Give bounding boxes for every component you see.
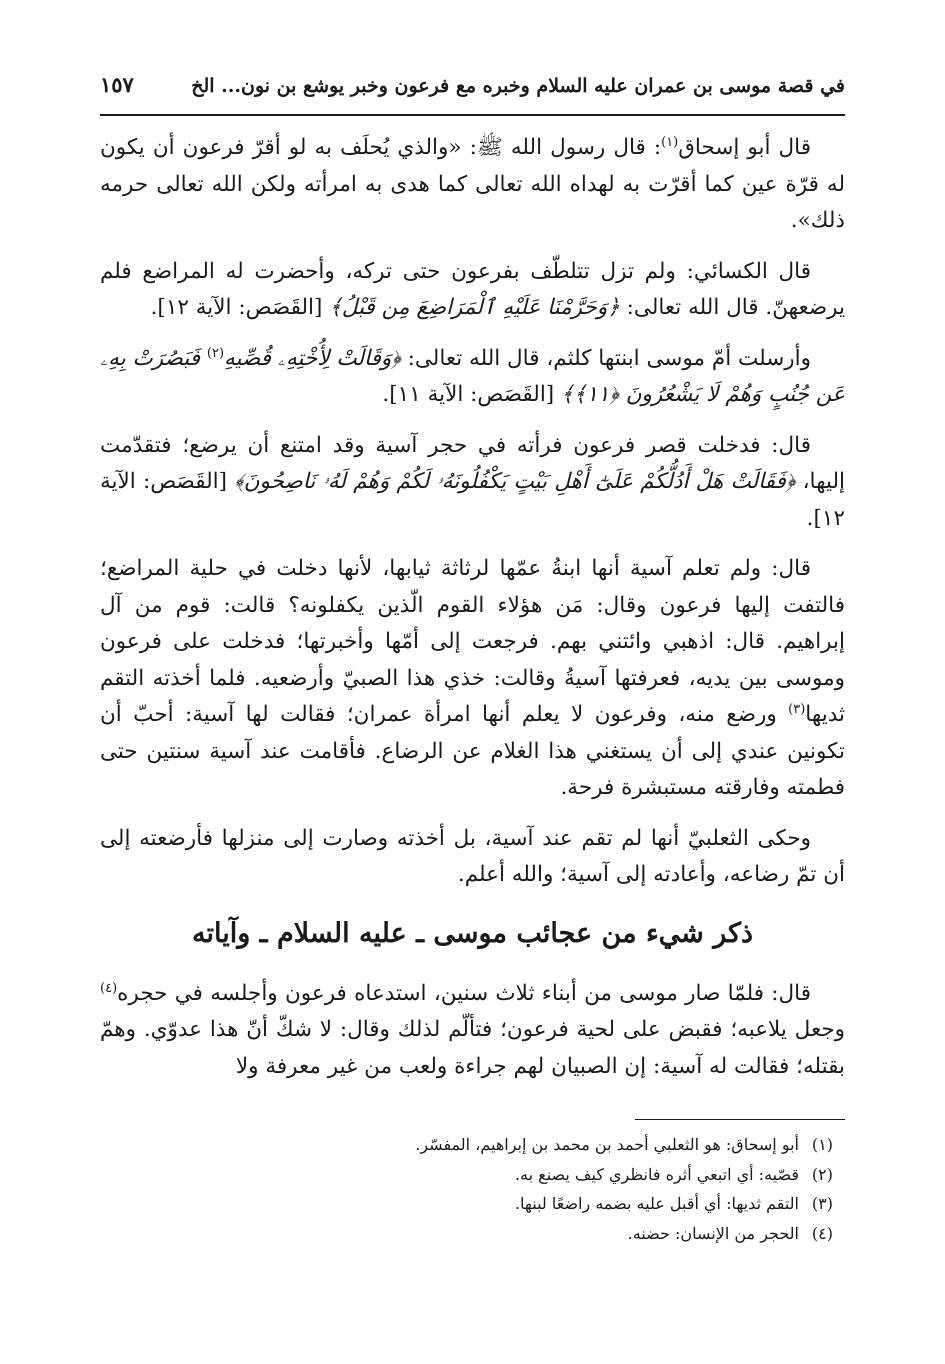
running-title: في قصة موسى بن عمران عليه السلام وخبره مع فرعون وخبر يوشع بن نون... الخ	[191, 75, 845, 97]
verse-citation: [القَصَص: الآية ١٢].	[150, 295, 330, 320]
verse-citation: [القَصَص: الآية ١٢].	[100, 469, 845, 531]
paragraph-3	[100, 341, 845, 414]
footnote-ref-4: (٤)	[100, 980, 118, 996]
footnote-ref-3: (٣)	[788, 701, 806, 717]
paragraph-text: ورضع منه، وفرعون لا يعلم أنها امرأة عمران؛ فقالت لها آسية: أحبّ أن تكونين عندي إلى أن يستغني هذا الغلام عن الرضاع. فأقامت عند آسية سنتين حتى فطمته وفارقته مستبشرة فرحة.	[100, 702, 845, 800]
book-page	[100, 72, 845, 1248]
paragraph-text: قال: فدخلت قصر فرعون فرأته في حجر آسية وقد امتنع أن يرضع؛ فتقدّمت إليها،	[100, 432, 846, 494]
paragraph-6	[100, 821, 845, 894]
paragraph-text: قال الكسائي: ولم تزل تتلطّف بفرعون حتى تركه، وأحضرت له المراضع فلم يرضعهنّ. قال الله تعالى:	[100, 258, 845, 320]
footnote-number: (١)	[811, 1135, 833, 1154]
paragraph-7	[100, 976, 845, 1086]
paragraph-4	[100, 428, 845, 538]
paragraph-text: قال أبو إسحاق	[678, 135, 811, 160]
footnote-1	[100, 1130, 845, 1160]
quran-verse: فَبَصُرَتْ بِهِۦ عَن جُنُبٍ وَهُمْ لَا يَشْعُرُونَ ﴿١١﴾﴾	[100, 345, 845, 407]
paragraph-text: قال: ولم تعلم آسية أنها ابنةُ عمّها لرثاثة ثيابها، لأنها دخلت في حلية المراضع؛ فالتفت إليها فرعون وقال: مَن هؤلاء القوم الّذين يكفلونه؟ قالت: قوم من آل إبراهيم. قال: اذهبي وائتني بهم. فرجعت إلى أمّها وأخبرتها؛ فدخلت على فرعون وموسى بين يديه، فعرفتها آسيةُ وقالت: خذي هذا الصبيّ وأرضعيه. فلما أخذته التقم ثديها	[100, 556, 845, 727]
paragraph-2	[100, 254, 845, 327]
paragraph-text: وجعل يلاعبه؛ فقبض على لحية فرعون؛ فتألّم لذلك وقال: لا شكّ أنّ هذا عدوّي. وهمّ بقتله؛ فقالت له آسية: إن الصبيان لهم جراءة ولعب من غير معرفة ولا	[100, 1017, 845, 1079]
footnote-divider	[635, 1119, 845, 1120]
paragraph-text: : قال رسول الله ﷺ: «والذي يُحلَف به لو أقرّ فرعون أن يكون له قرّة عين كما أقرّت به لهداه الله تعالى كما هدى به امرأته ولكن الله تعالى حرمه ذلك».	[100, 135, 845, 233]
quran-verse: ﴿وَحَرَّمْنَا عَلَيْهِ ٱلْمَرَاضِعَ مِن قَبْلُ﴾	[329, 295, 620, 320]
paragraph-text: وأرسلت أمّ موسى ابنتها كلثم، قال الله تعالى:	[400, 345, 811, 371]
quran-verse: ﴿فَقَالَتْ هَلْ أَدُلُّكُمْ عَلَىٰٓ أَهْلِ بَيْتٍ يَكْفُلُونَهُۥ لَكُمْ وَهُمْ لَهُۥ نَاصِحُونَ﴾	[234, 469, 796, 494]
footnote-number: (٣)	[811, 1194, 833, 1213]
footnote-number: (٢)	[811, 1164, 833, 1184]
paragraph-text: قال: فلمّا صار موسى من أبناء ثلاث سنين، استدعاه فرعون وأجلسه في حجره	[117, 980, 811, 1006]
footnote-ref-2: (٢)	[206, 345, 225, 361]
footnote-4	[100, 1219, 845, 1249]
paragraph-text: وحكى الثعلبيّ أنها لم تقم عند آسية، بل أخذته وصارت إلى منزلها فأرضعته إلى أن تمّ رضاعه، وأعادته إلى آسية؛ والله أعلم.	[100, 825, 845, 887]
footnote-number: (٤)	[811, 1223, 833, 1243]
footnote-2	[100, 1160, 845, 1190]
paragraph-5	[100, 551, 845, 807]
footnote-text: التقم ثديها: أي أقبل عليه بضمه راضعًا لبنها.	[514, 1194, 799, 1213]
footnote-text: أبو إسحاق: هو الثعلبي أحمد بن محمد بن إبراهيم، المفسّر.	[415, 1135, 799, 1154]
footnote-3	[100, 1189, 845, 1219]
footnote-text: الحجر من الإنسان: حضنه.	[627, 1223, 799, 1243]
footnote-text: قصّيه: أي اتبعي أثره فانظري كيف يصنع به.	[514, 1164, 799, 1184]
body-text	[100, 130, 845, 1085]
section-heading: ذكر شيء من عجائب موسى ـ عليه السلام ـ وآياته	[192, 917, 753, 949]
footnotes	[100, 1130, 845, 1248]
quran-verse: ﴿وَقَالَتْ لِأُخْتِهِۦ قُصِّيهِ	[224, 345, 401, 371]
verse-citation: [القَصَص: الآية ١١].	[382, 382, 562, 407]
footnote-ref-1: (١)	[661, 134, 679, 150]
running-header	[100, 72, 845, 116]
paragraph-1	[100, 130, 845, 240]
page-number: ١٥٧	[100, 72, 134, 97]
